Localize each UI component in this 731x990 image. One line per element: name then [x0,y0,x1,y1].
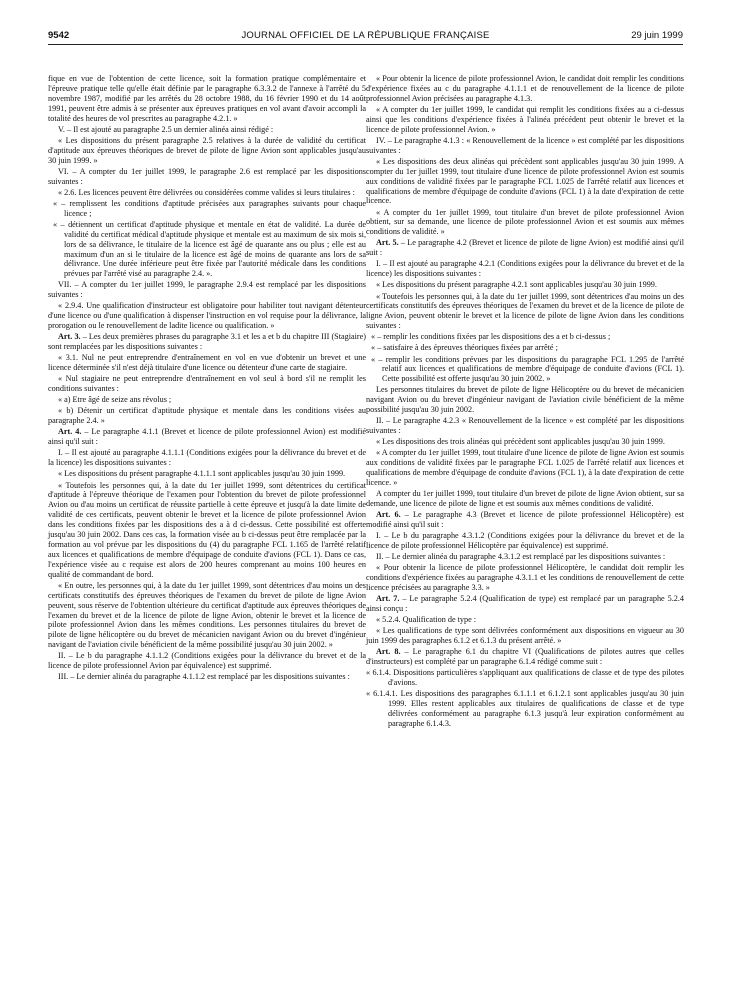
paragraph [366,489,684,509]
paragraph-text: « 2.9.4. Une qualification d'instructeur est obligatoire pour habiliter tout navigant détenteur d'une licence ou d'une qualification à dispenser l'instruction en vol requise pour la délivrance, la prorogation ou le renouvellement de ladite licence ou qualification. » [48,301,366,331]
paragraph-text: II. – Le paragraphe 4.2.3 « Renouvellement de la licence » est complété par les dispositions suivantes : [366,416,684,436]
paragraph-text: I. – Il est ajouté au paragraphe 4.2.1 (Conditions exigées pour la délivrance du brevet et de la licence) les dispositions suivantes : [366,259,684,279]
paragraph [366,136,684,156]
paragraph-text: – Le paragraphe 5.2.4 (Qualification de type) est remplacé par un paragraphe 5.2.4 ainsi conçu : [366,594,684,614]
paragraph [366,157,684,207]
paragraph-text: « 3.1. Nul ne peut entreprendre d'entraînement en vol en vue d'obtenir un brevet et une licence déterminée s'il n'est déjà titulaire d'une licence ou détenteur d'une carte de stagiaire. [48,353,366,373]
paragraph [48,395,366,405]
paragraph [366,416,684,436]
paragraph [366,531,684,551]
page-header [48,30,683,45]
article-label: Art. 7. [376,594,400,604]
article-label: Art. 4. [58,427,82,437]
paragraph [48,280,366,300]
list-item [48,220,366,279]
paragraph-text: « Les qualifications de type sont délivrées conformément aux dispositions en vigueur au 30 juin 1999 des paragraphes 6.1.2 et 6.1.3 du présent arrêté. » [366,626,684,646]
paragraph [366,615,684,625]
issue-date: 29 juin 1999 [631,30,683,41]
left-column [48,74,366,683]
article-label: Art. 3. [58,332,81,342]
paragraph [366,292,684,332]
article-paragraph [366,510,684,530]
list-item [366,668,684,688]
paragraph-text: Les personnes titulaires du brevet de pilote de ligne Hélicoptère ou du brevet de mécanicien navigant Avion ou du brevet d'ingénieur navigant de l'aviation civile bénéficient de la même possibilité jusqu'au 30 juin 2002. [366,385,684,415]
paragraph-text: II. – Le dernier alinéa du paragraphe 4.3.1.2 est remplacé par les dispositions suivantes : [376,552,666,562]
article-label: Art. 5. [376,238,399,248]
paragraph [366,259,684,279]
paragraph-text: « Toutefois les personnes qui, à la date du 1er juillet 1999, sont détentrices du certificat d'aptitude à l'épreuve théorique de l'examen pour l'obtention du brevet de pilote professionnel Avion ou d'au moins un certificat de réussite partielle à cette épreuve et jusqu'à la date limite de validité de ces certificats, peuvent obtenir le brevet et la licence de pilote professionnel Avion dans les conditions fixées par les dispositions des a à d ci-dessus. Cette possibilité est offerte jusqu'au 30 juin 2002. Dans ces cas, la formation visée au b ci-dessus peut être remplacée par la formation au vol prévue par les dispositions du (4) du paragraphe FCL 1.165 de l'arrêté relatif aux licences et qualifications de membre d'équipage de conduite d'avions (FCL 1). Dans ce cas, l'expérience visée au c requise est alors de 200 heures comprenant au moins 100 heures en qualité de commandant de bord. [48,480,366,579]
article-paragraph [48,427,366,447]
list-item [366,343,684,353]
paragraph [366,626,684,646]
paragraph-text: – Le paragraphe 4.3 (Brevet et licence de pilote professionnel Hélicoptère) est modifié ainsi qu'il suit : [366,510,684,530]
article-paragraph [366,238,684,258]
list-item [366,332,684,342]
paragraph [48,672,366,682]
paragraph-text: – Les deux premières phrases du paragraphe 3.1 et les a et b du chapitre III (Stagiaire) sont remplacées par les dispositions suivantes : [48,332,367,352]
paragraph [48,406,366,426]
paragraph-text: « A compter du 1er juillet 1999, tout titulaire d'un brevet de pilote professionnel Avion obtient, sur sa demande, une licence de pilote professionnel Avion et est soumis aux mêmes conditions de validité. » [366,207,684,237]
paragraph-text: « Pour obtenir la licence de pilote professionnel Hélicoptère, le candidat doit remplir les conditions d'expérience fixées au paragraphe 4.3.1.1 et les conditions de renouvellement de cette licence précisées au paragraphe 3.3. » [366,563,684,593]
paragraph [366,448,684,488]
paragraph [48,136,366,166]
paragraph [48,74,366,124]
paragraph-text: IV. – Le paragraphe 4.1.3 : « Renouvellement de la licence » est complété par les dispositions suivantes : [366,135,684,155]
paragraph [366,74,684,104]
paragraph [48,481,366,580]
article-paragraph [366,594,684,614]
paragraph-text: VI. – A compter du 1er juillet 1999, le paragraphe 2.6 est remplacé par les dispositions suivantes : [48,166,366,186]
paragraph-text: « En outre, les personnes qui, à la date du 1er juillet 1999, sont détentrices d'au moins un des certificats constitutifs des épreuves théoriques de l'examen du brevet de pilote de ligne Avion peuvent, sous réserve de l'obtention ultérieure du certificat d'aptitude aux épreuves théoriques de l'examen du brevet et de la licence de pilote de ligne Avion, obtenir le brevet et la licence de pilote professionnel Avion dans les mêmes conditions. Les personnes titulaires du brevet de pilote de ligne hélicoptère ou du brevet de mécanicien navigant Avion ou du brevet d'ingénieur navigant de l'aviation civile bénéficient de la même possibilité jusqu'au 30 juin 2002. » [48,580,366,650]
paragraph [48,125,366,135]
article-label: Art. 6. [376,510,401,520]
paragraph-text: « – remplissent les conditions d'aptitude précisées aux paragraphes suivants pour chaque licence ; [53,198,366,218]
paragraph [366,385,684,415]
paragraph-text: VII. – A compter du 1er juillet 1999, le paragraphe 2.9.4 est remplacé par les dispositions suivantes : [48,280,366,300]
paragraph [48,188,366,198]
paragraph-text: « 6.1.4. Dispositions particulières s'appliquant aux qualifications de classe et de type des pilotes d'avions. [366,668,684,688]
journal-title: JOURNAL OFFICIEL DE LA RÉPUBLIQUE FRANÇAISE [241,30,490,41]
paragraph-text: I. – Il est ajouté au paragraphe 4.1.1.1 (Conditions exigées pour la délivrance du brevet et de la licence) les dispositions suivantes : [48,448,366,468]
article-label: Art. 8. [376,647,401,657]
paragraph-text: fique en vue de l'obtention de cette licence, soit la formation pratique complémentaire et l'épreuve pratique telle qu'elle était définie par le paragraphe 6.3.3.2 de l'annexe à l'arrêté du 5 novembre 1987, modifié par les arrêtés du 28 octobre 1988, du 16 février 1990 et du 14 août 1991, peuvent être admis à se présenter aux épreuves pratiques en vol avant d'avoir accompli la totalité des heures de vol prescrites au paragraphe 4.2.1. » [48,74,366,123]
paragraph-text: – Le paragraphe 4.2 (Brevet et licence de pilote de ligne Avion) est modifié ainsi qu'il suit : [366,238,684,258]
paragraph [48,651,366,671]
paragraph-text: « 6.1.4.1. Les dispositions des paragraphes 6.1.1.1 et 6.1.2.1 sont applicables jusqu'au 30 juin 1999. Elles restent applicables aux titulaires de qualifications de classe et de type délivrées conformément au paragraphe 6.1.3 jusqu'à leur expiration conformément au paragraphe 6.1.4.3. [366,689,684,729]
paragraph-text: « 2.6. Les licences peuvent être délivrées ou considérées comme valides si leurs titulaires : [58,187,355,197]
paragraph-text: – Le paragraphe 6.1 du chapitre VI (Qualifications de pilotes autres que celles d'instructeurs) est complété par un paragraphe 6.1.4 rédigé comme suit : [366,647,684,667]
paragraph [366,208,684,238]
paragraph-text: « Les dispositions des deux alinéas qui précèdent sont applicables jusqu'au 30 juin 1999. A compter du 1er juillet 1999, tout titulaire d'une licence de pilote professionnel Avion est soumis aux conditions de validité fixées par le paragraphe FCL 1.025 de l'arrêté relatif aux licences et qualifications de membre d'équipage de conduite d'avions (FCL 1) à la date d'expiration de cette licence. [366,156,684,206]
paragraph-text: III. – Le dernier alinéa du paragraphe 4.1.1.2 est remplacé par les dispositions suivantes : [58,672,350,682]
list-item [48,199,366,219]
paragraph-text: II. – Le b du paragraphe 4.1.1.2 (Conditions exigées pour la délivrance du brevet et de la licence de pilote professionnel Avion par équivalence) est supprimé. [48,651,366,671]
paragraph-text: « 5.2.4. Qualification de type : [376,615,477,625]
paragraph-text: – Le paragraphe 4.1.1 (Brevet et licence de pilote professionnel Avion) est modifié ainsi qu'il suit : [48,427,366,447]
paragraph [48,469,366,479]
paragraph-text: « a) Etre âgé de seize ans révolus ; [58,395,172,405]
paragraph-text: A compter du 1er juillet 1999, tout titulaire d'un brevet de pilote de ligne Avion obtient, sur sa demande, une licence de pilote de ligne et est soumis aux mêmes conditions de validité. [366,489,684,509]
paragraph-text: « Toutefois les personnes qui, à la date du 1er juillet 1999, sont détentrices d'au moins un des certificats constitutifs des épreuves théoriques de l'examen du brevet et de la licence de pilote de ligne Avion, peuvent obtenir le brevet et la licence de pilote de ligne Avion dans les conditions suivantes : [366,291,684,331]
paragraph [48,301,366,331]
paragraph-text: « – remplir les conditions prévues par les dispositions du paragraphe FCL 1.295 de l'arrêté relatif aux licences et qualifications de membre d'équipage de conduite d'avions (FCL 1). Cette possibilité est offerte jusqu'au 30 juin 2002. » [371,354,684,384]
paragraph-text: « Les dispositions des trois alinéas qui précèdent sont applicables jusqu'au 30 juin 1999. [376,437,665,447]
page-number: 9542 [48,30,70,41]
paragraph-text: « – remplir les conditions fixées par les dispositions des a et b ci-dessus ; [371,332,611,342]
paragraph [48,167,366,187]
paragraph [366,105,684,135]
paragraph [48,353,366,373]
paragraph-text: « Les dispositions du présent paragraphe 2.5 relatives à la durée de validité du certificat d'aptitude aux épreuves théoriques de brevet de pilote de ligne Avion sont applicables jusqu'au 30 juin 1999. » [48,135,366,165]
paragraph-text: « – détiennent un certificat d'aptitude physique et mentale en état de validité. La durée de validité du certificat médical d'aptitude physique et mentale est au maximum de six mois si, lors de sa délivrance, le titulaire de la licence est âgé de quarante ans ou plus ; elle est au maximum d'un an si le titulaire de la licence est âgé de moins de quarante ans lors de sa délivrance. Une durée inférieure peut être fixée par l'autorité médicale dans les conditions prévues par l'arrêté visé au paragraphe 2.4. ». [53,219,366,279]
paragraph [366,437,684,447]
paragraph [366,563,684,593]
paragraph-text: « Nul stagiaire ne peut entreprendre d'entraînement en vol seul à bord s'il ne remplit les conditions suivantes : [48,374,366,394]
list-item [366,689,684,729]
article-paragraph [366,647,684,667]
paragraph-text: « Les dispositions du présent paragraphe 4.2.1 sont applicables jusqu'au 30 juin 1999. [376,280,657,290]
paragraph [366,552,684,562]
paragraph-text: « – satisfaire à des épreuves théoriques fixées par arrêté ; [371,343,558,353]
article-paragraph [48,332,366,352]
paragraph-text: I. – Le b du paragraphe 4.3.1.2 (Conditions exigées pour la délivrance du brevet et de la licence de pilote professionnel Hélicoptère par équivalence) est supprimé. [366,531,684,551]
paragraph-text: « b) Détenir un certificat d'aptitude physique et mentale dans les conditions visées au paragraphe 2.4. » [48,406,366,426]
paragraph [48,581,366,650]
paragraph [48,374,366,394]
paragraph-text: « A compter du 1er juillet 1999, le candidat qui remplit les conditions fixées au a ci-dessus ainsi que les conditions d'expérience fixées à l'alinéa précédent peut obtenir le brevet et la licence de pilote professionnel Avion. » [366,104,684,134]
paragraph-text: V. – Il est ajouté au paragraphe 2.5 un dernier alinéa ainsi rédigé : [58,124,274,134]
paragraph [366,280,684,290]
list-item [366,355,684,385]
paragraph-text: « Pour obtenir la licence de pilote professionnel Avion, le candidat doit remplir les conditions d'expérience fixées au c du paragraphe 4.1.1.1 et de renouvellement de la licence de pilote professionnel Avion précisées au paragraphe 4.1.3. [366,74,684,103]
paragraph [48,448,366,468]
paragraph-text: « Les dispositions du présent paragraphe 4.1.1.1 sont applicables jusqu'au 30 juin 1999. [58,469,346,479]
paragraph-text: « A compter du 1er juillet 1999, tout titulaire d'une licence de pilote de ligne Avion est soumis aux conditions de validité fixées par le paragraphe FCL 1.025 de l'arrêté relatif aux licences et qualifications de membre d'équipage de conduite d'avions (FCL 1), à la date d'expiration de cette licence. » [366,448,684,488]
right-column [366,74,684,730]
